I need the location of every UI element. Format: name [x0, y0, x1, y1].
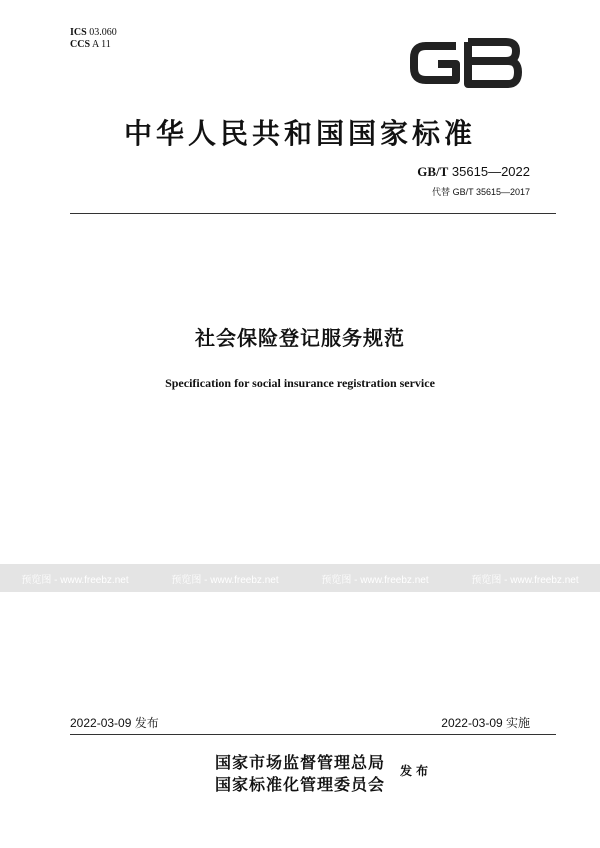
issue-label: 发布 [400, 764, 433, 778]
document-title-en: Specification for social insurance registration service [165, 376, 435, 390]
issuer-sac: 国家标准化管理委员会 [215, 775, 386, 794]
national-standard-title: 中华人民共和国国家标准 [123, 117, 476, 150]
standard-number: GB/T 35615—2022 [417, 164, 530, 179]
classification-codes [70, 27, 117, 51]
top-divider [70, 213, 556, 214]
issuer-samr: 国家市场监督管理总局 [215, 753, 386, 772]
implementation-date: 2022-03-09 实施 [441, 716, 530, 730]
gb-logo [406, 36, 524, 90]
bottom-divider [70, 734, 556, 735]
preview-watermark-banner [0, 564, 600, 592]
ics-code: ICS 03.060 [70, 27, 117, 38]
ccs-code: CCS A 11 [70, 39, 111, 50]
watermark-text: 预览图 - www.freebz.net [321, 574, 429, 586]
watermark-text: 预览图 - www.freebz.net [171, 574, 279, 586]
svg-text:GB: GB [406, 36, 408, 37]
publish-date: 2022-03-09 发布 [70, 716, 159, 730]
watermark-text: 预览图 - www.freebz.net [471, 574, 579, 586]
document-title-cn: 社会保险登记服务规范 [195, 326, 405, 350]
issuing-authorities [215, 752, 385, 796]
watermark-text: 预览图 - www.freebz.net [21, 574, 129, 586]
replaced-standard: 代替 GB/T 35615—2017 [432, 187, 530, 197]
